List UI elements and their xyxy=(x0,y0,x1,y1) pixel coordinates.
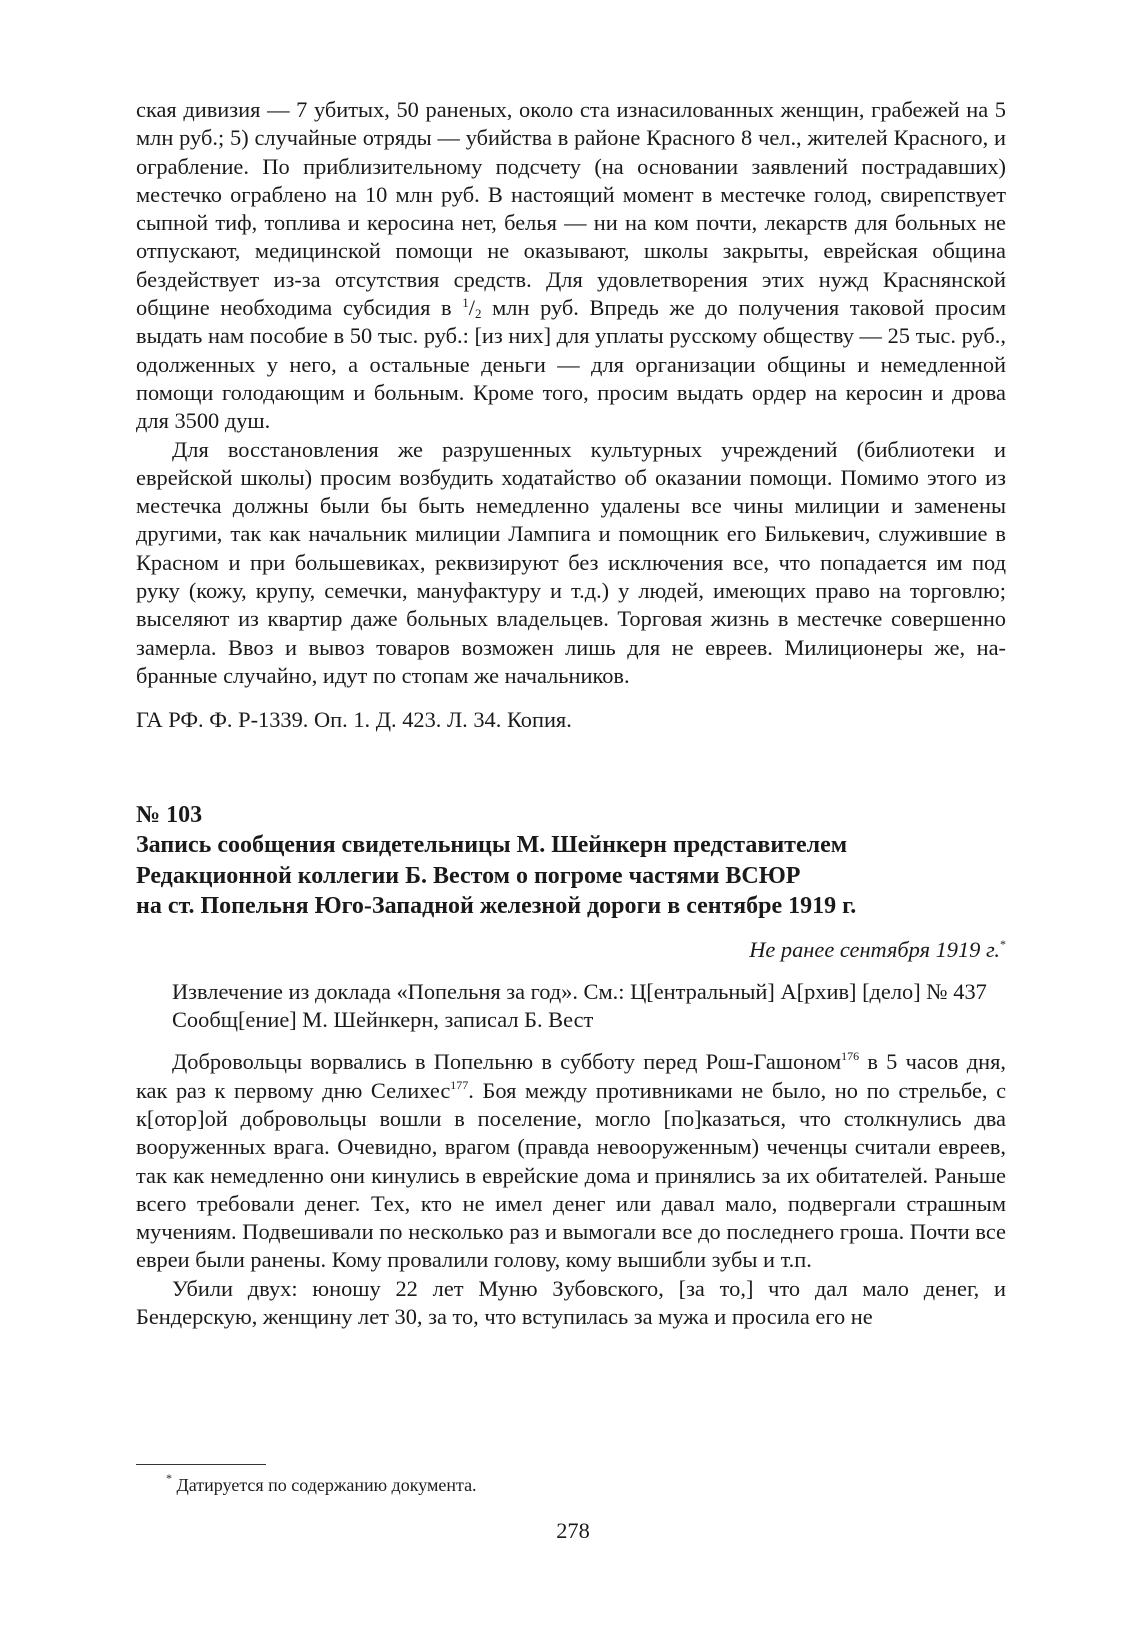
extract-line: Извлечение из доклада «Попельня за год». См.: Ц[ентральный] А[рхив] [дело] № 437 xyxy=(172,978,987,1004)
document-number: № 103 xyxy=(136,802,203,829)
document-title-line: на ст. Попельня Юго-Западной железной дороги в сентябре 1919 г. xyxy=(136,893,857,920)
page-number: 278 xyxy=(556,1518,590,1543)
extract-info xyxy=(136,978,1006,1035)
footnote-reference-asterisk[interactable]: * xyxy=(1000,936,1006,951)
continuation-paragraph-1 xyxy=(136,96,1006,436)
page-body xyxy=(136,96,1006,1331)
footnote-text: Датируется по содержанию документа. xyxy=(172,1475,477,1495)
paragraph-text: . Боя между противниками не было, но по стрельбе, с к[отор]ой добровольцы вошли в поселение, могло [по]казаться, что столкнулись два вооруженных врага. Очевидно, врагом (правда невооруженным) чеченцы считали евреев, так как немедленно они кинулись в еврейские дома и принялись за их обитателей. Раньше всего требовали денег. Тех, кто не имел денег или давал мало, подвергали страшным мучениям. Подвешивали по несколько раз и вымогали все до последнего гроша. Почти все евреи были ранены. Кому провалили голову, кому вышибли зубы и т.п. xyxy=(136,1077,1007,1273)
document-date xyxy=(136,936,1006,964)
paragraph-text: Добровольцы ворвались в Попельню в субботу перед Рош-Гашоном xyxy=(172,1049,842,1075)
document-title xyxy=(136,830,1006,922)
endnote-reference-177[interactable]: 177 xyxy=(450,1077,469,1092)
footnote xyxy=(166,1471,477,1496)
body-paragraph-2: Убили двух: юношу 22 лет Муню Зубовского, [за то,] что дал мало денег, и Бендерскую, женщину лет 30, за то, что вступилась за мужа и просила его не xyxy=(136,1275,1006,1329)
archive-source-citation: ГА РФ. Ф. Р-1339. Оп. 1. Д. 423. Л. 34. Копия. xyxy=(136,707,572,733)
extract-line: Сообщ[ение] М. Шейнкерн, записал Б. Вест xyxy=(172,1007,594,1033)
document-title-line: Запись сообщения свидетельницы М. Шейнкерн представителем xyxy=(136,832,848,859)
endnote-reference-176[interactable]: 176 xyxy=(841,1049,860,1064)
document-date-text: Не ранее сентября 1919 г. xyxy=(749,936,1000,962)
document-title-line: Редакционной коллегии Б. Вестом о погроме частями ВСЮР xyxy=(136,862,801,889)
fraction-denominator: 2 xyxy=(474,306,482,322)
paragraph-text: ская дивизия — 7 убитых, 50 раненых, около ста изнасилованных женщин, грабежей на 5 млн руб.; 5) случайные отряды — убийства в районе Красного 8 чел., жителей Красного, и ограбление. По приблизительному подсчету (на основании заявлений пострадавших) местечко ограблено на 10 млн руб. В настоящий момент в местечке голод, свирепствует сыпной тиф, топлива и керосина нет, белья — ни на ком почти, лекарств для больных не отпускают, медицинской помощи не оказывают, школы закрыты, еврейская община бездействует из-за отсутствия средств. Для удовлетворения этих нужд Краснянской общине необходима субсидия в xyxy=(136,97,1006,321)
paragraph-text: млн руб. Впредь же до получения таковой просим выдать нам пособие в 50 тыс. руб.: [из них] для уплаты русскому обществу — 25 тыс. руб., одолженных у него, а остальные деньги — для организации общины и немедленной помощи голодающим и больным. Кроме того, просим выдать ордер на керосин и дрова для 3500 душ. xyxy=(136,295,1006,434)
footnote-mark: * xyxy=(166,1471,172,1485)
body-paragraph-1 xyxy=(136,1048,1006,1274)
fraction-one-half: $^1/_2$ xyxy=(462,295,482,322)
paragraph-text: в 5 часов дня, как раз к первому дню Селихес xyxy=(136,1049,1007,1103)
fraction-numerator: 1 xyxy=(462,295,469,311)
footnote-divider xyxy=(136,1464,266,1465)
continuation-paragraph-2: Для восстановления же разрушенных культурных учреждений (библиотеки и еврейской школы) просим возбудить ходатайство об оказании помощи. Помимо этого из местечка должны были бы быть немедленно удалены все чины милиции и заменены другими, так как начальник милиции Лампига и помощник его Билькевич, служившие в Красном и при большевиках, реквизируют без исключения все, что попадается им под руку (кожу, крупу, семечки, мануфактуру и т.д.) у людей, имеющих право на торговлю; выселяют из квартир даже больных владельцев. Торговая жизнь в местечке совершенно замерла. Ввоз и вывоз товаров возможен лишь для не евреев. Милиционеры же, набранные случайно, идут по стопам же начальников. xyxy=(136,436,1006,688)
